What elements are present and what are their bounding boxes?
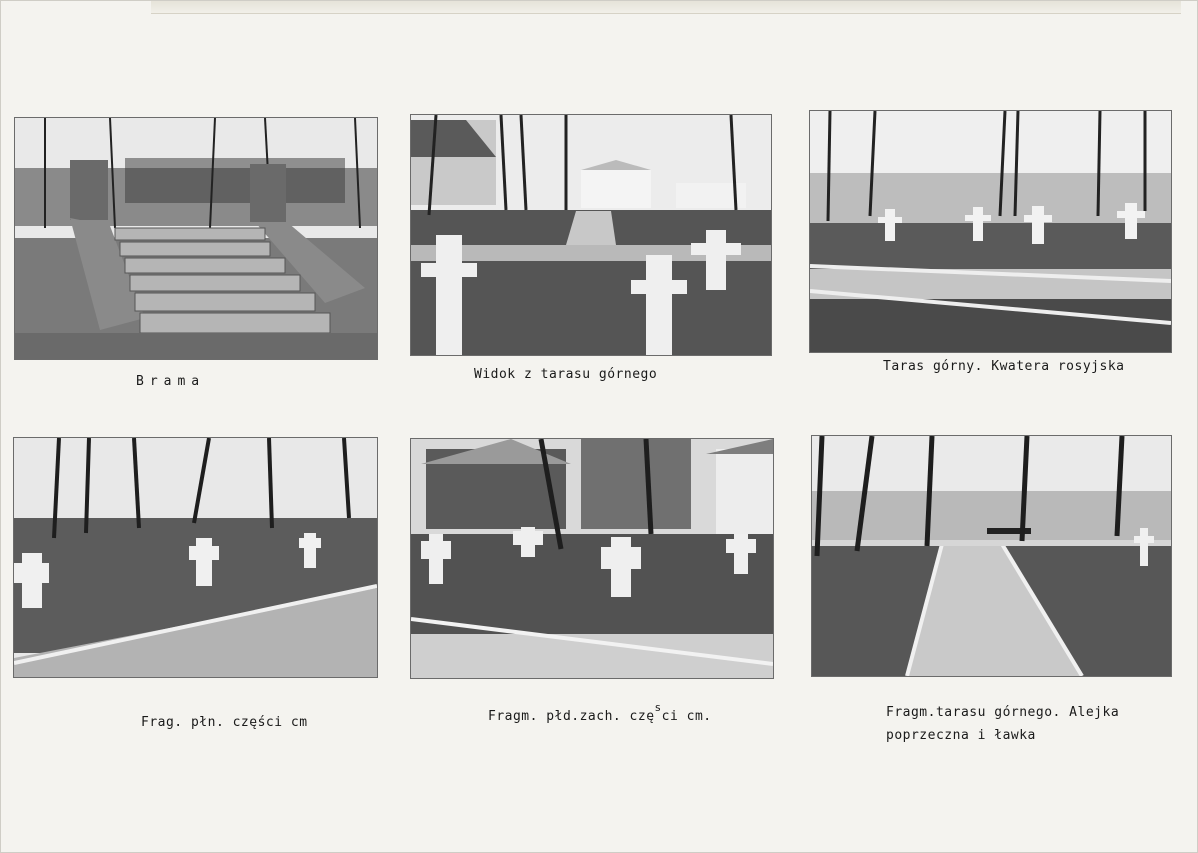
caption-taras-gorny: Taras górny. Kwatera rosyjska — [883, 359, 1125, 374]
photo-gate — [14, 117, 378, 360]
photo-view-upper-terrace — [410, 114, 772, 356]
caption-alejka-line1: Fragm.tarasu górnego. Alejka — [886, 705, 1120, 720]
tape-strip — [151, 1, 1181, 14]
caption-fragm-pld-zach: Fragm. płd.zach. czę$^s$ci cm. — [488, 701, 712, 724]
caption-brama: Brama — [136, 374, 206, 389]
caption-superscript: s — [654, 701, 662, 714]
caption-widok: Widok z tarasu górnego — [474, 367, 658, 382]
photo-upper-terrace — [809, 110, 1172, 353]
caption-alejka-line2: poprzeczna i ławka — [886, 728, 1036, 743]
photo-southwest-part — [410, 438, 774, 679]
photo-north-part — [13, 437, 378, 678]
caption-alejka — [886, 701, 1119, 747]
caption-frag-pln: Frag. płn. części cm — [141, 715, 308, 730]
photo-alley-bench — [811, 435, 1172, 677]
